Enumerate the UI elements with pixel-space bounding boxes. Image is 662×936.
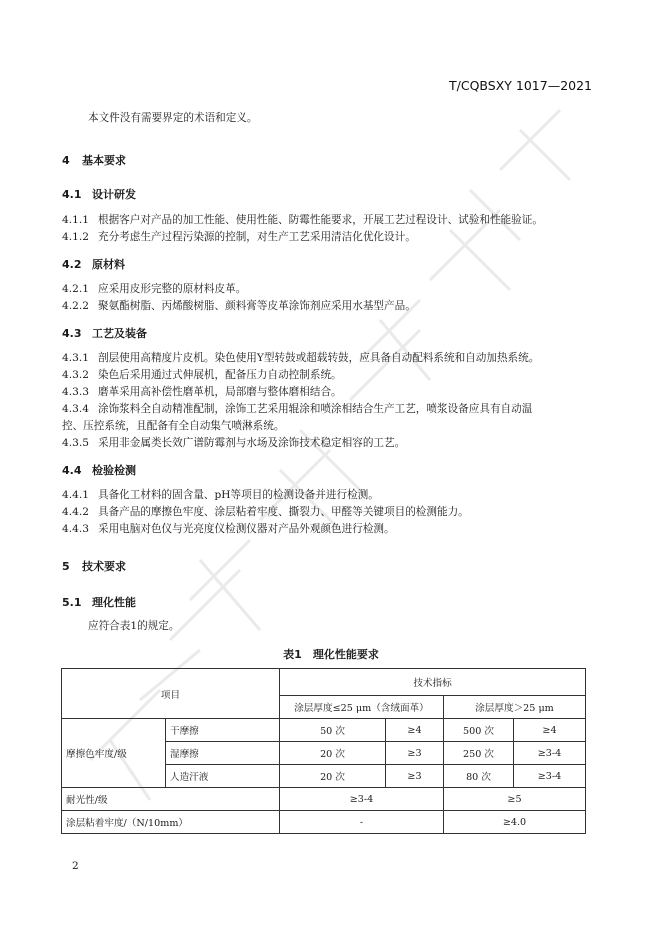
intro-text: 本文件没有需要界定的术语和定义。 bbox=[88, 112, 258, 124]
subsection-number: 5.1 bbox=[62, 596, 82, 609]
clause-text: 剖层使用高精度片皮机。染色使用Y型转鼓或超载转鼓，应具备自动配料系统和自动加热系统。 bbox=[98, 352, 540, 364]
subsection-number: 4.4 bbox=[62, 464, 82, 477]
clause-line bbox=[62, 298, 416, 314]
header-thin-cell: 涂层厚度≤25 μm（含绒面革） bbox=[280, 696, 444, 719]
section-number: 5 bbox=[62, 560, 70, 573]
table-row bbox=[62, 788, 586, 811]
rub-label-cell: 摩擦色牢度/级 bbox=[62, 719, 166, 788]
clause-text: 应采用皮形完整的原材料皮革。 bbox=[98, 283, 247, 295]
requirements-table bbox=[61, 668, 586, 834]
header-item-cell: 项目 bbox=[62, 669, 280, 719]
value-cell: 20 次 bbox=[280, 742, 386, 765]
section-number: 4 bbox=[62, 154, 70, 167]
clause-number: 4.1.1 bbox=[62, 214, 89, 226]
subsection-title: 设计研发 bbox=[92, 188, 136, 201]
value-cell: 80 次 bbox=[444, 765, 514, 788]
subsection-number: 4.3 bbox=[62, 327, 82, 340]
clause-text: 涂饰浆料全自动精准配制，涂饰工艺采用辊涂和喷涂相结合生产工艺，喷浆设备应具有自动温 bbox=[98, 403, 533, 415]
clause-number: 4.3.3 bbox=[62, 386, 89, 398]
subsection-number: 4.2 bbox=[62, 258, 82, 271]
table-header-row bbox=[62, 669, 586, 696]
subsection-heading bbox=[62, 186, 136, 202]
value-cell: 250 次 bbox=[444, 742, 514, 765]
clause-line bbox=[62, 212, 543, 228]
value-cell: ≥5 bbox=[444, 788, 586, 811]
clause-number: 4.3.5 bbox=[62, 437, 89, 449]
section-title: 技术要求 bbox=[82, 560, 126, 573]
clause-number: 4.3.2 bbox=[62, 369, 89, 381]
clause-line bbox=[62, 384, 342, 400]
header-spec-cell: 技术指标 bbox=[280, 669, 586, 696]
row-name-cell: 涂层粘着牢度/（N/10mm） bbox=[62, 811, 280, 834]
clause-line bbox=[62, 487, 379, 503]
header-thick-cell: 涂层厚度＞25 μm bbox=[444, 696, 586, 719]
value-cell: ≥3 bbox=[386, 765, 444, 788]
clause-number: 4.4.3 bbox=[62, 523, 89, 535]
clause-text: 充分考虑生产过程污染源的控制，对生产工艺采用清洁化优化设计。 bbox=[98, 231, 416, 243]
section-heading bbox=[62, 152, 126, 168]
value-cell: 20 次 bbox=[280, 765, 386, 788]
clause-text: 采用非金属类长效广谱防霉剂与水场及涂饰技术稳定相容的工艺。 bbox=[98, 437, 406, 449]
clause-line bbox=[62, 504, 469, 520]
value-cell: ≥4 bbox=[386, 719, 444, 742]
row-name-cell: 耐光性/级 bbox=[62, 788, 280, 811]
value-cell: 50 次 bbox=[280, 719, 386, 742]
value-cell: ≥3-4 bbox=[514, 742, 586, 765]
clause-line bbox=[62, 521, 395, 537]
value-cell: ≥3 bbox=[386, 742, 444, 765]
table-row bbox=[62, 811, 586, 834]
document-code: T/CQBSXY 1017—2021 bbox=[449, 78, 592, 93]
page-number: 2 bbox=[72, 860, 79, 872]
subsection-heading bbox=[62, 462, 136, 478]
row-name-cell: 干摩擦 bbox=[166, 719, 280, 742]
subsection-title: 检验检测 bbox=[92, 464, 136, 477]
row-name-cell: 湿摩擦 bbox=[166, 742, 280, 765]
table-row bbox=[62, 719, 586, 742]
value-cell: ≥3-4 bbox=[514, 765, 586, 788]
subsection-title: 原材料 bbox=[92, 258, 125, 271]
section-title: 基本要求 bbox=[82, 154, 126, 167]
requirement-text: 应符合表1的规定。 bbox=[88, 620, 180, 632]
clause-number: 4.3.1 bbox=[62, 352, 89, 364]
subsection-number: 4.1 bbox=[62, 188, 82, 201]
clause-line bbox=[62, 367, 342, 383]
value-cell: ≥4 bbox=[514, 719, 586, 742]
clause-number: 4.4.1 bbox=[62, 489, 89, 501]
subsection-title: 工艺及装备 bbox=[92, 327, 147, 340]
clause-number: 4.4.2 bbox=[62, 506, 89, 518]
clause-text: 具备产品的摩擦色牢度、涂层粘着牢度、撕裂力、甲醛等关键项目的检测能力。 bbox=[98, 506, 469, 518]
clause-line bbox=[62, 350, 539, 366]
clause-continuation: 控、压控系统，且配备有全自动集气喷淋系统。 bbox=[62, 420, 285, 432]
value-cell: ≥4.0 bbox=[444, 811, 586, 834]
clause-number: 4.3.4 bbox=[62, 403, 89, 415]
clause-text: 聚氨酯树脂、丙烯酸树脂、颜料膏等皮革涂饰剂应采用水基型产品。 bbox=[98, 300, 416, 312]
clause-text: 染色后采用通过式伸展机，配备压力自动控制系统。 bbox=[98, 369, 342, 381]
clause-line bbox=[62, 435, 405, 451]
subsection-title: 理化性能 bbox=[92, 596, 136, 609]
subsection-heading bbox=[62, 325, 147, 341]
subsection-heading bbox=[62, 256, 125, 272]
clause-text: 根据客户对产品的加工性能、使用性能、防霉性能要求，开展工艺过程设计、试验和性能验证。 bbox=[98, 214, 543, 226]
subsection-heading bbox=[62, 594, 136, 610]
clause-text: 具备化工材料的固含量、pH等项目的检测设备并进行检测。 bbox=[98, 489, 379, 501]
clause-text: 采用电脑对色仪与光亮度仪检测仪器对产品外观颜色进行检测。 bbox=[98, 523, 395, 535]
row-name-cell: 人造汗液 bbox=[166, 765, 280, 788]
value-cell: 500 次 bbox=[444, 719, 514, 742]
value-cell: - bbox=[280, 811, 444, 834]
value-cell: ≥3-4 bbox=[280, 788, 444, 811]
section-heading bbox=[62, 558, 126, 574]
clause-number: 4.1.2 bbox=[62, 231, 89, 243]
clause-line bbox=[62, 401, 532, 417]
clause-line bbox=[62, 281, 246, 297]
table-caption: 表1 理化性能要求 bbox=[283, 648, 379, 661]
clause-text: 磨革采用高补偿性磨革机，局部磨与整体磨相结合。 bbox=[98, 386, 342, 398]
clause-line bbox=[62, 229, 416, 245]
clause-number: 4.2.2 bbox=[62, 300, 89, 312]
clause-number: 4.2.1 bbox=[62, 283, 89, 295]
